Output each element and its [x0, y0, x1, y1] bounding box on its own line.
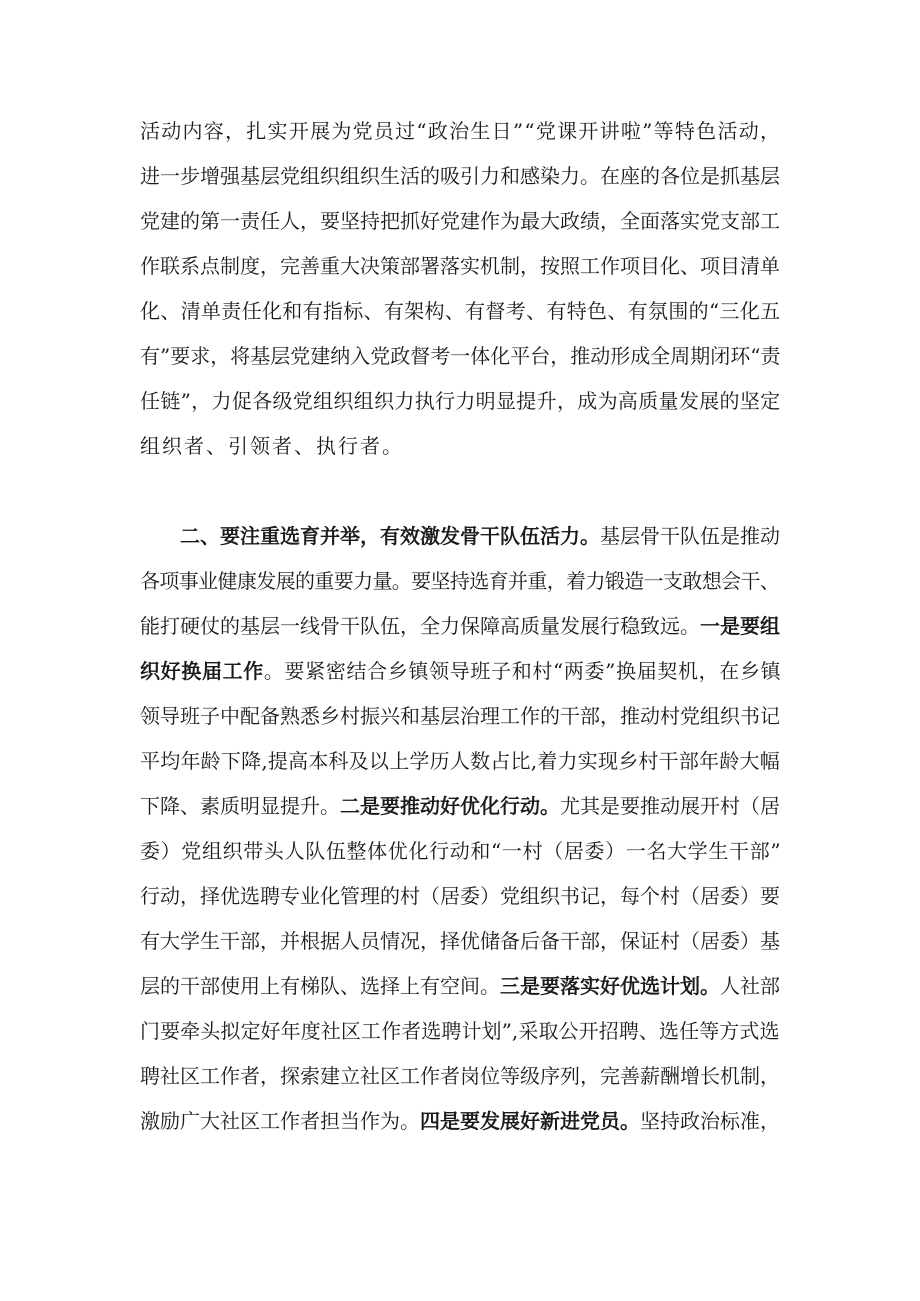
- para2-line-12: [140, 1016, 780, 1046]
- text-run: 作联系点制度，完善重大决策部署落实机制，按照工作项目化、项目清单: [140, 254, 780, 278]
- text-run: 下降、素质明显提升。: [140, 794, 340, 818]
- para1-line-7: [140, 386, 780, 416]
- para2-line-1: [180, 521, 780, 551]
- text-run: 。要紧密结合乡镇领导班子和村“两委”换届契机，在乡镇: [263, 659, 782, 683]
- para2-line-8: [140, 836, 781, 866]
- para2-line-9: [140, 881, 780, 911]
- para2-line-4: [140, 656, 781, 686]
- para1-line-3: [140, 206, 780, 236]
- para2-line-14: [140, 1106, 780, 1136]
- text-run: 尤其是要推动展开村（居: [560, 794, 780, 818]
- text-run: 层的干部使用上有梯队、选择上有空间。: [140, 974, 500, 998]
- text-run: 领导班子中配备熟悉乡村振兴和基层治理工作的干部，推动村党组织书记: [140, 704, 780, 728]
- text-run: 有大学生干部，并根据人员情况，择优储备后备干部，保证村（居委）基: [140, 929, 780, 953]
- text-run: 平均年龄下降,提高本科及以上学历人数占比,着力实现乡村干部年龄大幅: [140, 749, 780, 773]
- text-run: 活动内容，扎实开展为党员过“政治生日”“党课开讲啦”等特色活动，: [140, 119, 782, 143]
- para1-line-6: [140, 341, 780, 371]
- para1-line-8: [140, 431, 404, 461]
- para2-line-7: [140, 791, 780, 821]
- text-run: 组织者、引领者、执行者。: [140, 434, 404, 458]
- para2-line-6: [140, 746, 780, 776]
- text-run: 聘社区工作者，探索建立社区工作者岗位等级序列，完善薪酬增长机制，: [140, 1064, 780, 1088]
- text-run: 进一步增强基层党组织组织生活的吸引力和感染力。在座的各位是抓基层: [140, 164, 780, 188]
- para1-line-2: [140, 161, 780, 191]
- para1-line-5: [140, 296, 780, 326]
- text-run: 党建的第一责任人，要坚持把抓好党建作为最大政绩，全面落实党支部工: [140, 209, 780, 233]
- text-run: 门要牵头拟定好年度社区工作者选聘计划”,采取公开招聘、选任等方式选: [140, 1019, 780, 1043]
- text-run: 化、清单责任化和有指标、有架构、有督考、有特色、有氛围的“三化五: [140, 299, 781, 323]
- para1-line-4: [140, 251, 780, 281]
- text-run: 行动，择优选聘专业化管理的村（居委）党组织书记，每个村（居委）要: [140, 884, 780, 908]
- bold-run: 二是要推动好优化行动。: [340, 794, 560, 818]
- para2-line-13: [140, 1061, 780, 1091]
- section-heading: 二、要注重选育并举，有效激发骨干队伍活力。: [180, 524, 600, 548]
- para2-line-3: [140, 611, 780, 641]
- text-run: 任链”，力促各级党组织组织力执行力明显提升，成为高质量发展的坚定: [140, 389, 781, 413]
- para2-line-2: [140, 566, 779, 596]
- bold-run: 四是要发展好新进党员。: [420, 1109, 640, 1133]
- para2-line-11: [140, 971, 780, 1001]
- text-run: 坚持政治标准，: [640, 1109, 780, 1133]
- bold-run: 织好换届工作: [140, 659, 264, 683]
- text-run: 激励广大社区工作者担当作为。: [140, 1109, 420, 1133]
- bold-run: 三是要落实好优选计划。: [500, 974, 720, 998]
- text-run: 人社部: [720, 974, 780, 998]
- para2-line-5: [140, 701, 780, 731]
- text-run: 有”要求，将基层党建纳入党政督考一体化平台，推动形成全周期闭环“责: [140, 344, 781, 368]
- text-run: 基层骨干队伍是推动: [600, 524, 780, 548]
- para1-line-1: [140, 116, 781, 146]
- text-run: 各项事业健康发展的重要力量。要坚持选育并重，着力锻造一支敢想会干、: [140, 569, 780, 593]
- para2-line-10: [140, 926, 780, 956]
- text-run: 委）党组织带头人队伍整体优化行动和“一村（居委）一名大学生干部”: [140, 839, 782, 863]
- text-run: 能打硬仗的基层一线骨干队伍，全力保障高质量发展行稳致远。: [140, 614, 700, 638]
- bold-run: 一是要组: [700, 614, 780, 638]
